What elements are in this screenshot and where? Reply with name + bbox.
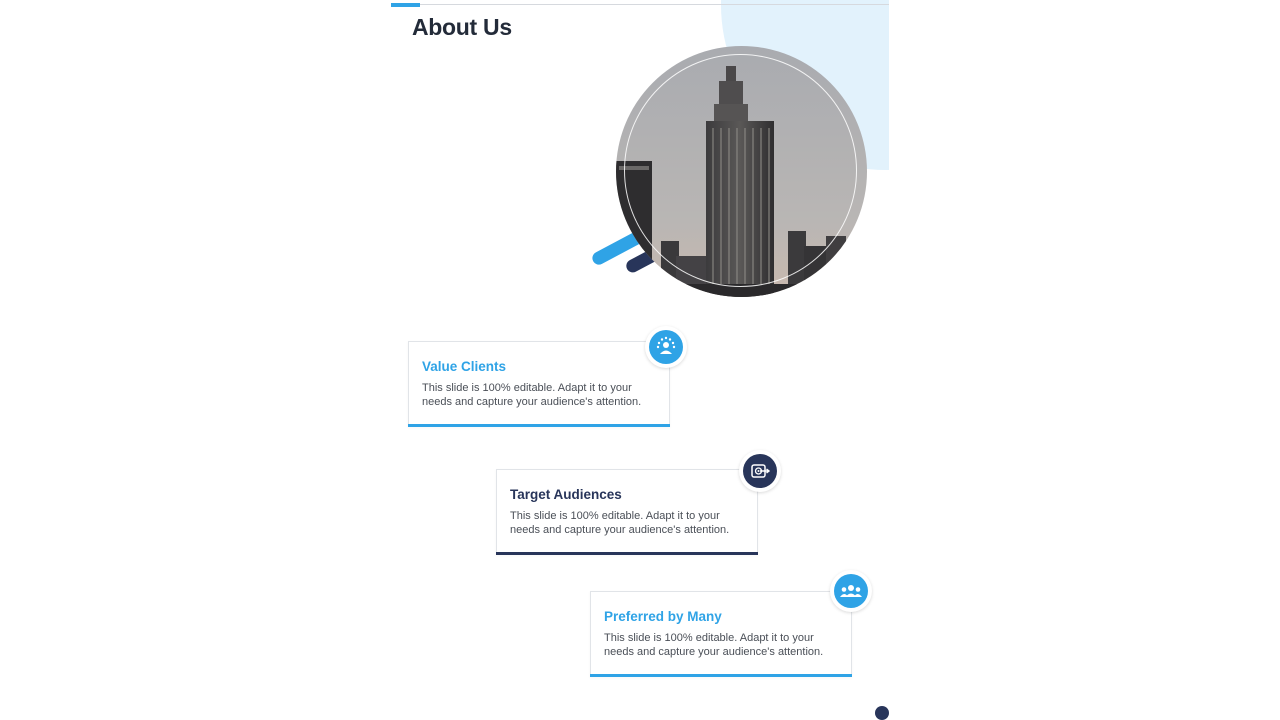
card-title: Value Clients (422, 359, 507, 374)
top-divider (391, 4, 889, 5)
group-icon (839, 580, 863, 602)
page-dot (875, 706, 889, 720)
card-bottom-bar (590, 674, 852, 677)
card-text: This slide is 100% editable. Adapt it to your needs and capture your audience's attention. (510, 510, 730, 536)
clients-icon (655, 336, 677, 358)
card-text: This slide is 100% editable. Adapt it to your needs and capture your audience's attention. (604, 632, 824, 658)
card-title: Preferred by Many (604, 609, 722, 624)
card-bottom-bar (408, 424, 670, 427)
target-icon-badge (739, 450, 781, 492)
target-icon (749, 460, 771, 482)
card-title: Target Audiences (510, 487, 622, 502)
card-preferred-by-many (590, 591, 852, 677)
page-title: About Us (412, 14, 512, 40)
top-accent-bar (391, 3, 420, 7)
card-target-audiences (496, 469, 758, 555)
card-bottom-bar (496, 552, 758, 555)
group-icon-badge (830, 570, 872, 612)
photo-ring (624, 54, 857, 287)
clients-icon-badge (645, 326, 687, 368)
card-text: This slide is 100% editable. Adapt it to your needs and capture your audience's attention. (422, 382, 642, 408)
about-us-page (391, 0, 889, 720)
card-value-clients (408, 341, 670, 427)
